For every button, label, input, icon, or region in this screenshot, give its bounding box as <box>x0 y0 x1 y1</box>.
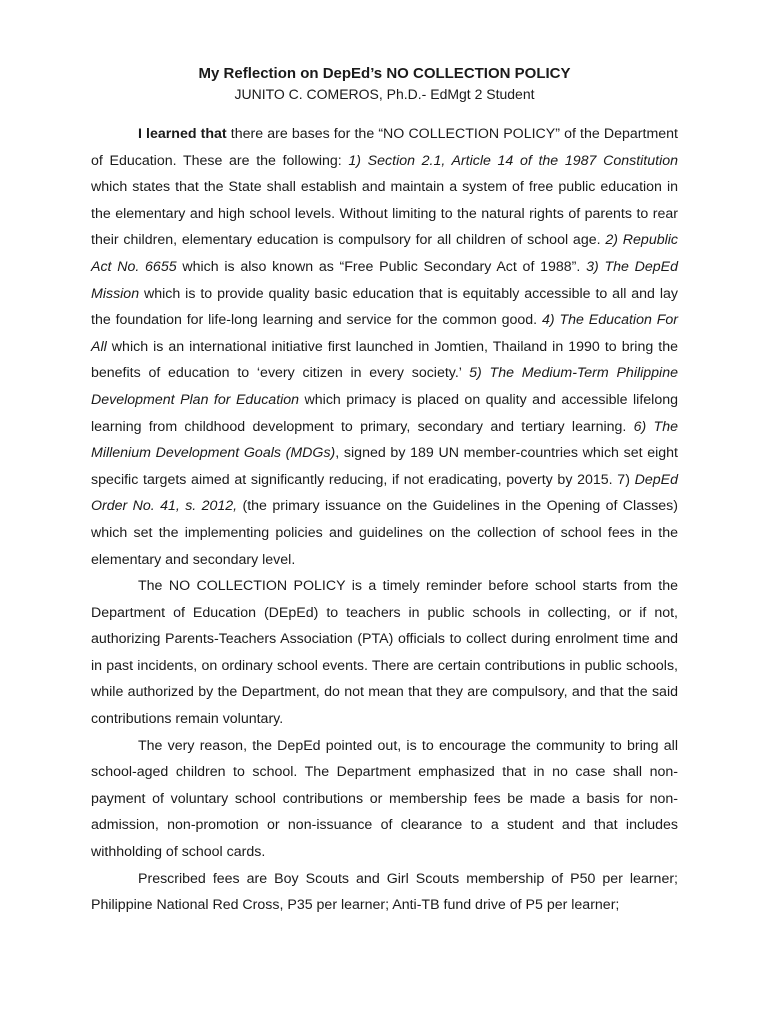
p1-text-6: which primacy is placed on quality and accessible lifelong learning from childhood development to primary, secondary and tertiary learning. <box>91 391 678 435</box>
reference-1: 1) Section 2.1, Article 14 of the 1987 Constitution <box>348 152 679 169</box>
reference-5: 5) The Medium-Term Philippine Development Plan for Education <box>91 365 678 408</box>
paragraph-3: The very reason, the DepEd pointed out, is to encourage the community to bring all school-aged children to school. The Department emphasized that in no case shall non-payment of voluntary school contributions or membership fees be made a basis for non-admission, non-promotion or non-issuance of clearance to a student and that includes withholding of school cards. <box>91 737 678 861</box>
reference-6: 6) The Millenium Development Goals (MDGs) <box>91 418 678 462</box>
p1-text-2: which states that the State shall establish and maintain a system of free public education in the elementary and high school levels. Without limiting to the natural rights of parents to rear their children, elementary education is compulsory for all children of school age. <box>91 179 678 249</box>
paragraph-2: The NO COLLECTION POLICY is a timely reminder before school starts from the Department of Education (DEpEd) to teachers in public schools in collecting, or if not, authorizing Parents-Teachers Association (PTA) officials to collect during enrolment time and in past incidents, on ordinary school events. There are certain contributions in public schools, while authorized by the Department, do not mean that they are compulsory, and that the said contributions remain voluntary. <box>91 578 678 728</box>
reference-7: DepEd Order No. 41, s. 2012, <box>91 471 678 515</box>
document-author: JUNITO C. COMEROS, Ph.D.- EdMgt 2 Student <box>234 86 535 102</box>
reference-3: 3) The DepEd Mission <box>91 258 679 302</box>
paragraph-4: Prescribed fees are Boy Scouts and Girl Scouts membership of P50 per learner; Philippine National Red Cross, P35 per learner; Anti-TB fund drive of P5 per learner; <box>91 870 678 914</box>
p1-text-1: there are bases for the “NO COLLECTION POLICY” of the Department of Education. These are the following: <box>91 126 678 169</box>
p1-text-7: , signed by 189 UN member-countries which set eight specific targets aimed at significantly reducing, if not eradicating, poverty by 2015. 7) <box>91 445 679 488</box>
reference-4: 4) The Education For All <box>91 312 678 355</box>
document-page <box>91 60 678 919</box>
p1-text-5: which is an international initiative first launched in Jomtien, Thailand in 1990 to bring the benefits of education to ‘every citizen in every society.’ <box>91 338 678 382</box>
reference-2: 2) Republic Act No. 6655 <box>91 232 678 275</box>
p1-text-8: (the primary issuance on the Guidelines in the Opening of Classes) which set the implementing policies and guidelines on the collection of school fees in the elementary and secondary level. <box>91 498 678 568</box>
paragraph-1 <box>91 121 678 573</box>
document-title: My Reflection on DepEd’s NO COLLECTION POLICY <box>198 65 571 82</box>
p1-text-3: which is also known as “Free Public Secondary Act of 1988”. <box>176 258 587 275</box>
lead-phrase: I learned that <box>138 126 227 142</box>
p1-text-4: which is to provide quality basic education that is equitably accessible to all and lay the foundation for life-long learning and service for the common good. <box>91 285 678 329</box>
